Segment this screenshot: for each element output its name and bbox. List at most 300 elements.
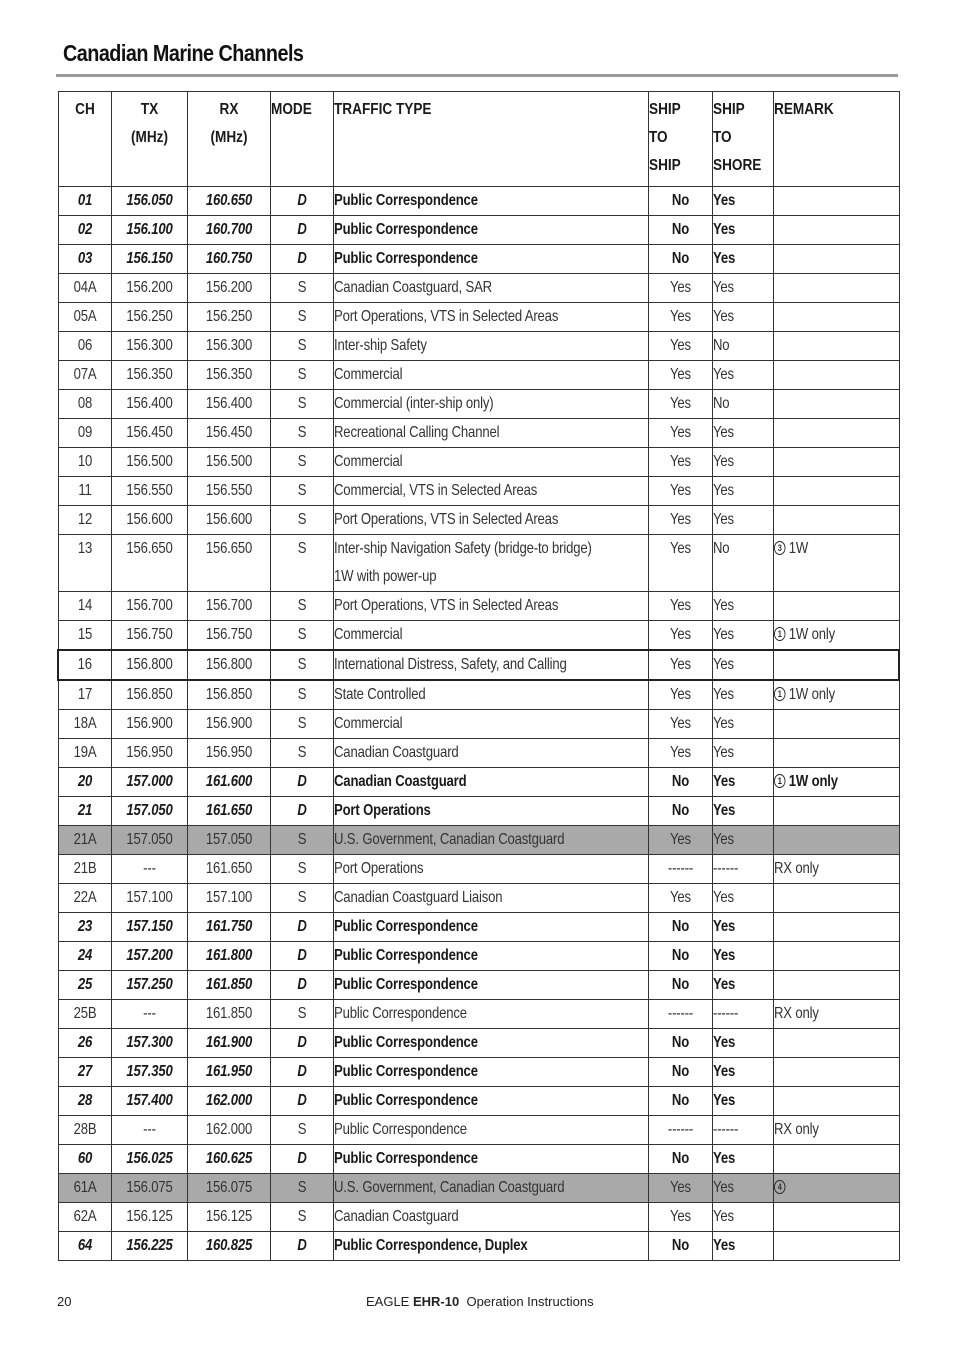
cell-channel: 21A	[58, 826, 111, 855]
cell-channel: 02	[58, 216, 111, 245]
cell-tx: 157.300	[111, 1029, 187, 1058]
cell-channel: 26	[58, 1029, 111, 1058]
cell-ship-to-shore: Yes	[712, 1058, 773, 1087]
cell-mode: S	[270, 1174, 333, 1203]
cell-traffic-type: Port Operations	[333, 797, 648, 826]
cell-ship-to-ship: ------	[648, 1116, 712, 1145]
cell-ship-to-shore: Yes	[712, 1029, 773, 1058]
cell-rx: 161.650	[187, 797, 270, 826]
cell-ship-to-shore: Yes	[712, 448, 773, 477]
cell-rx: 156.950	[187, 739, 270, 768]
cell-tx: 157.000	[111, 768, 187, 797]
cell-remark	[773, 1232, 899, 1261]
cell-mode: S	[270, 710, 333, 739]
table-row	[58, 1058, 899, 1087]
note-number-icon: 1	[774, 774, 785, 788]
cell-traffic-type: International Distress, Safety, and Calling	[333, 650, 648, 680]
cell-channel: 17	[58, 680, 111, 710]
col-header-remark: REMARK	[773, 92, 899, 187]
col-header-ship-to-shore: SHIP TO SHORE	[712, 92, 773, 187]
cell-mode: S	[270, 390, 333, 419]
cell-ship-to-shore: Yes	[712, 592, 773, 621]
cell-ship-to-ship: ------	[648, 1000, 712, 1029]
cell-traffic-type: Canadian Coastguard Liaison	[333, 884, 648, 913]
col-header-ch: CH	[58, 92, 111, 187]
cell-tx: 156.250	[111, 303, 187, 332]
cell-remark	[773, 1203, 899, 1232]
cell-ship-to-ship: Yes	[648, 448, 712, 477]
cell-tx: 156.150	[111, 245, 187, 274]
table-row	[58, 332, 899, 361]
cell-ship-to-ship: Yes	[648, 739, 712, 768]
cell-mode: D	[270, 913, 333, 942]
cell-tx: ---	[111, 855, 187, 884]
table-row	[58, 477, 899, 506]
cell-ship-to-shore: Yes	[712, 506, 773, 535]
cell-ship-to-ship: No	[648, 913, 712, 942]
cell-remark	[773, 1145, 899, 1174]
cell-tx: 156.550	[111, 477, 187, 506]
cell-tx: 156.900	[111, 710, 187, 739]
cell-ship-to-ship: Yes	[648, 274, 712, 303]
cell-rx: 156.800	[187, 650, 270, 680]
cell-traffic-type: Public Correspondence	[333, 913, 648, 942]
cell-remark	[773, 797, 899, 826]
cell-ship-to-ship: Yes	[648, 361, 712, 390]
cell-mode: S	[270, 274, 333, 303]
cell-tx: 156.500	[111, 448, 187, 477]
cell-traffic-type: Public Correspondence	[333, 1000, 648, 1029]
cell-remark	[773, 506, 899, 535]
cell-remark	[773, 768, 899, 797]
cell-remark	[773, 245, 899, 274]
cell-ship-to-ship: Yes	[648, 477, 712, 506]
cell-channel: 03	[58, 245, 111, 274]
cell-ship-to-shore: Yes	[712, 768, 773, 797]
cell-ship-to-shore: No	[712, 332, 773, 361]
cell-channel: 04A	[58, 274, 111, 303]
cell-mode: S	[270, 332, 333, 361]
page-title: Canadian Marine Channels	[63, 40, 304, 66]
cell-tx: 157.250	[111, 971, 187, 1000]
cell-mode: D	[270, 942, 333, 971]
cell-ship-to-ship: Yes	[648, 826, 712, 855]
cell-tx: 156.225	[111, 1232, 187, 1261]
cell-mode: S	[270, 650, 333, 680]
cell-tx: 157.050	[111, 826, 187, 855]
cell-ship-to-ship: Yes	[648, 1174, 712, 1203]
cell-ship-to-shore: ------	[712, 1116, 773, 1145]
cell-mode: S	[270, 621, 333, 651]
cell-ship-to-shore: Yes	[712, 942, 773, 971]
cell-rx: 156.125	[187, 1203, 270, 1232]
cell-ship-to-shore: Yes	[712, 419, 773, 448]
cell-channel: 18A	[58, 710, 111, 739]
cell-ship-to-ship: Yes	[648, 680, 712, 710]
table-row	[58, 621, 899, 651]
cell-mode: D	[270, 1087, 333, 1116]
cell-mode: S	[270, 739, 333, 768]
cell-tx: 157.050	[111, 797, 187, 826]
cell-rx: 156.600	[187, 506, 270, 535]
table-row	[58, 855, 899, 884]
cell-rx: 156.200	[187, 274, 270, 303]
cell-channel: 25B	[58, 1000, 111, 1029]
cell-mode: D	[270, 1232, 333, 1261]
table-row	[58, 448, 899, 477]
cell-rx: 157.050	[187, 826, 270, 855]
cell-ship-to-shore: Yes	[712, 797, 773, 826]
footer-brand: EAGLE	[366, 1294, 410, 1309]
cell-traffic-type: Public Correspondence	[333, 1145, 648, 1174]
cell-tx: 156.450	[111, 419, 187, 448]
cell-remark	[773, 942, 899, 971]
cell-ship-to-ship: No	[648, 1232, 712, 1261]
cell-remark	[773, 1058, 899, 1087]
cell-channel: 21B	[58, 855, 111, 884]
table-row	[58, 680, 899, 710]
cell-mode: D	[270, 1145, 333, 1174]
cell-remark	[773, 1000, 899, 1029]
table-row	[58, 650, 899, 680]
cell-remark	[773, 971, 899, 1000]
cell-remark	[773, 535, 899, 592]
cell-channel: 28	[58, 1087, 111, 1116]
cell-rx: 161.850	[187, 1000, 270, 1029]
cell-traffic-type: Public Correspondence	[333, 971, 648, 1000]
table-row	[58, 1116, 899, 1145]
cell-tx: 156.700	[111, 592, 187, 621]
cell-remark	[773, 621, 899, 651]
cell-ship-to-shore: Yes	[712, 303, 773, 332]
remark-text: 1W only	[788, 773, 838, 790]
cell-ship-to-ship: No	[648, 942, 712, 971]
cell-rx: 160.825	[187, 1232, 270, 1261]
cell-tx: 156.650	[111, 535, 187, 592]
cell-ship-to-shore: Yes	[712, 1087, 773, 1116]
cell-channel: 27	[58, 1058, 111, 1087]
table-row	[58, 1000, 899, 1029]
cell-ship-to-ship: Yes	[648, 506, 712, 535]
remark-text: RX only	[773, 1005, 819, 1022]
cell-channel: 12	[58, 506, 111, 535]
cell-channel: 22A	[58, 884, 111, 913]
table-row	[58, 216, 899, 245]
cell-ship-to-ship: Yes	[648, 710, 712, 739]
cell-traffic-type: Recreational Calling Channel	[333, 419, 648, 448]
cell-ship-to-ship: Yes	[648, 419, 712, 448]
remark-text: 1W	[788, 540, 808, 557]
cell-traffic-type: Commercial	[333, 361, 648, 390]
cell-remark	[773, 187, 899, 216]
table-row	[58, 797, 899, 826]
cell-traffic-type: U.S. Government, Canadian Coastguard	[333, 1174, 648, 1203]
note-number-icon: 1	[774, 627, 785, 641]
cell-ship-to-shore: Yes	[712, 187, 773, 216]
table-row	[58, 274, 899, 303]
cell-traffic-type: Public Correspondence	[333, 216, 648, 245]
cell-channel: 28B	[58, 1116, 111, 1145]
cell-tx: 156.950	[111, 739, 187, 768]
cell-rx: 156.250	[187, 303, 270, 332]
cell-traffic-type: Public Correspondence	[333, 1058, 648, 1087]
cell-traffic-type: State Controlled	[333, 680, 648, 710]
cell-ship-to-shore: Yes	[712, 680, 773, 710]
cell-ship-to-ship: No	[648, 1145, 712, 1174]
cell-ship-to-shore: Yes	[712, 884, 773, 913]
cell-remark	[773, 303, 899, 332]
table-header-row	[58, 92, 899, 187]
cell-channel: 14	[58, 592, 111, 621]
col-header-traffic-type: TRAFFIC TYPE	[333, 92, 648, 187]
cell-mode: D	[270, 768, 333, 797]
cell-mode: S	[270, 592, 333, 621]
table-row	[58, 1087, 899, 1116]
cell-mode: S	[270, 535, 333, 592]
cell-channel: 62A	[58, 1203, 111, 1232]
remark-text: 1W only	[788, 686, 835, 703]
cell-traffic-type: Canadian Coastguard	[333, 739, 648, 768]
cell-ship-to-shore: Yes	[712, 1145, 773, 1174]
cell-mode: D	[270, 187, 333, 216]
cell-ship-to-shore: Yes	[712, 477, 773, 506]
cell-tx: 157.200	[111, 942, 187, 971]
cell-traffic-type: Commercial, VTS in Selected Areas	[333, 477, 648, 506]
cell-mode: S	[270, 680, 333, 710]
cell-ship-to-ship: ------	[648, 855, 712, 884]
cell-ship-to-ship: No	[648, 971, 712, 1000]
title-divider	[56, 74, 898, 77]
cell-traffic-type: Port Operations, VTS in Selected Areas	[333, 592, 648, 621]
table-row	[58, 1232, 899, 1261]
cell-rx: 161.850	[187, 971, 270, 1000]
cell-traffic-type: Public Correspondence	[333, 1116, 648, 1145]
cell-mode: D	[270, 216, 333, 245]
table-row	[58, 187, 899, 216]
cell-ship-to-ship: Yes	[648, 332, 712, 361]
cell-rx: 156.550	[187, 477, 270, 506]
col-header-tx: TX (MHz)	[111, 92, 187, 187]
cell-rx: 156.500	[187, 448, 270, 477]
cell-rx: 161.750	[187, 913, 270, 942]
cell-mode: S	[270, 303, 333, 332]
cell-rx: 156.300	[187, 332, 270, 361]
cell-channel: 64	[58, 1232, 111, 1261]
cell-ship-to-ship: Yes	[648, 1203, 712, 1232]
cell-remark	[773, 650, 899, 680]
cell-ship-to-shore: Yes	[712, 274, 773, 303]
cell-traffic-type: Canadian Coastguard	[333, 768, 648, 797]
cell-rx: 162.000	[187, 1116, 270, 1145]
cell-remark	[773, 592, 899, 621]
cell-ship-to-shore: Yes	[712, 1174, 773, 1203]
cell-ship-to-ship: Yes	[648, 303, 712, 332]
cell-ship-to-ship: No	[648, 1029, 712, 1058]
cell-rx: 160.625	[187, 1145, 270, 1174]
cell-traffic-type: Public Correspondence	[333, 1029, 648, 1058]
cell-ship-to-ship: Yes	[648, 621, 712, 651]
cell-remark	[773, 913, 899, 942]
table-row	[58, 971, 899, 1000]
cell-traffic-type: Inter-ship Safety	[333, 332, 648, 361]
cell-channel: 16	[58, 650, 111, 680]
table-row	[58, 1174, 899, 1203]
cell-traffic-type: Commercial	[333, 448, 648, 477]
cell-remark	[773, 1087, 899, 1116]
cell-mode: S	[270, 361, 333, 390]
cell-channel: 21	[58, 797, 111, 826]
table-row	[58, 710, 899, 739]
cell-traffic-type: Public Correspondence	[333, 245, 648, 274]
cell-ship-to-shore: Yes	[712, 710, 773, 739]
cell-remark	[773, 274, 899, 303]
cell-remark	[773, 680, 899, 710]
cell-remark	[773, 1116, 899, 1145]
cell-remark	[773, 826, 899, 855]
cell-tx: 156.800	[111, 650, 187, 680]
cell-rx: 161.950	[187, 1058, 270, 1087]
cell-rx: 160.700	[187, 216, 270, 245]
footer-caption	[366, 1294, 594, 1309]
cell-mode: D	[270, 1029, 333, 1058]
cell-remark	[773, 332, 899, 361]
remark-text: 1W only	[788, 626, 835, 643]
cell-rx: 156.750	[187, 621, 270, 651]
cell-traffic-type: U.S. Government, Canadian Coastguard	[333, 826, 648, 855]
cell-mode: S	[270, 855, 333, 884]
cell-channel: 25	[58, 971, 111, 1000]
cell-rx: 156.450	[187, 419, 270, 448]
table-row	[58, 768, 899, 797]
cell-mode: S	[270, 1000, 333, 1029]
cell-traffic-type: Public Correspondence, Duplex	[333, 1232, 648, 1261]
col-header-mode: MODE	[270, 92, 333, 187]
cell-ship-to-shore: Yes	[712, 739, 773, 768]
cell-ship-to-ship: Yes	[648, 592, 712, 621]
page-number: 20	[57, 1294, 72, 1309]
cell-tx: ---	[111, 1116, 187, 1145]
cell-traffic-type: Public Correspondence	[333, 187, 648, 216]
cell-remark	[773, 390, 899, 419]
cell-channel: 60	[58, 1145, 111, 1174]
remark-text: RX only	[773, 860, 819, 877]
cell-tx: 156.025	[111, 1145, 187, 1174]
cell-tx: 157.350	[111, 1058, 187, 1087]
cell-rx: 156.075	[187, 1174, 270, 1203]
cell-ship-to-shore: Yes	[712, 913, 773, 942]
cell-rx: 162.000	[187, 1087, 270, 1116]
cell-ship-to-shore: No	[712, 535, 773, 592]
cell-rx: 160.650	[187, 187, 270, 216]
cell-channel: 01	[58, 187, 111, 216]
remark-text: RX only	[773, 1121, 819, 1138]
cell-ship-to-ship: Yes	[648, 650, 712, 680]
cell-ship-to-ship: No	[648, 1087, 712, 1116]
col-header-rx: RX (MHz)	[187, 92, 270, 187]
cell-tx: 157.100	[111, 884, 187, 913]
cell-traffic-type: Commercial (inter-ship only)	[333, 390, 648, 419]
channel-table	[57, 91, 900, 1261]
cell-tx: 156.200	[111, 274, 187, 303]
cell-rx: 156.350	[187, 361, 270, 390]
cell-traffic-type: Inter-ship Navigation Safety (bridge-to bridge) 1W with power-up	[333, 535, 648, 592]
table-row	[58, 303, 899, 332]
cell-ship-to-shore: Yes	[712, 361, 773, 390]
table-row	[58, 739, 899, 768]
table-row	[58, 419, 899, 448]
cell-ship-to-shore: No	[712, 390, 773, 419]
col-header-ship-to-ship: SHIP TO SHIP	[648, 92, 712, 187]
cell-mode: D	[270, 1058, 333, 1087]
cell-mode: D	[270, 245, 333, 274]
cell-channel: 11	[58, 477, 111, 506]
cell-rx: 161.800	[187, 942, 270, 971]
cell-ship-to-shore: ------	[712, 855, 773, 884]
table-row	[58, 506, 899, 535]
cell-channel: 61A	[58, 1174, 111, 1203]
cell-channel: 06	[58, 332, 111, 361]
cell-mode: S	[270, 1203, 333, 1232]
cell-channel: 24	[58, 942, 111, 971]
cell-channel: 23	[58, 913, 111, 942]
cell-rx: 156.650	[187, 535, 270, 592]
cell-ship-to-ship: Yes	[648, 884, 712, 913]
cell-remark	[773, 216, 899, 245]
footer-model: EHR-10	[412, 1294, 460, 1309]
footer-text: Operation Instructions	[466, 1294, 594, 1309]
cell-ship-to-ship: No	[648, 245, 712, 274]
cell-ship-to-ship: No	[648, 187, 712, 216]
cell-ship-to-shore: Yes	[712, 1203, 773, 1232]
cell-rx: 161.650	[187, 855, 270, 884]
cell-remark	[773, 419, 899, 448]
cell-traffic-type: Commercial	[333, 621, 648, 651]
table-row	[58, 942, 899, 971]
cell-ship-to-ship: Yes	[648, 390, 712, 419]
cell-rx: 160.750	[187, 245, 270, 274]
table-row	[58, 592, 899, 621]
table-row	[58, 361, 899, 390]
cell-remark	[773, 477, 899, 506]
cell-mode: S	[270, 884, 333, 913]
note-number-icon: 4	[774, 1180, 785, 1194]
cell-ship-to-ship: No	[648, 797, 712, 826]
cell-remark	[773, 1029, 899, 1058]
cell-tx: ---	[111, 1000, 187, 1029]
cell-traffic-type: Port Operations, VTS in Selected Areas	[333, 303, 648, 332]
cell-remark	[773, 884, 899, 913]
cell-tx: 156.850	[111, 680, 187, 710]
cell-remark	[773, 710, 899, 739]
cell-mode: S	[270, 448, 333, 477]
table-row	[58, 884, 899, 913]
cell-traffic-type: Commercial	[333, 710, 648, 739]
cell-ship-to-shore: Yes	[712, 245, 773, 274]
cell-ship-to-shore: Yes	[712, 826, 773, 855]
cell-mode: S	[270, 419, 333, 448]
cell-ship-to-shore: Yes	[712, 216, 773, 245]
cell-remark	[773, 855, 899, 884]
cell-traffic-type: Canadian Coastguard, SAR	[333, 274, 648, 303]
table-row	[58, 245, 899, 274]
cell-tx: 156.100	[111, 216, 187, 245]
cell-ship-to-shore: Yes	[712, 1232, 773, 1261]
cell-rx: 156.700	[187, 592, 270, 621]
cell-channel: 05A	[58, 303, 111, 332]
cell-tx: 156.600	[111, 506, 187, 535]
note-number-icon: 3	[774, 541, 785, 555]
cell-mode: S	[270, 1116, 333, 1145]
